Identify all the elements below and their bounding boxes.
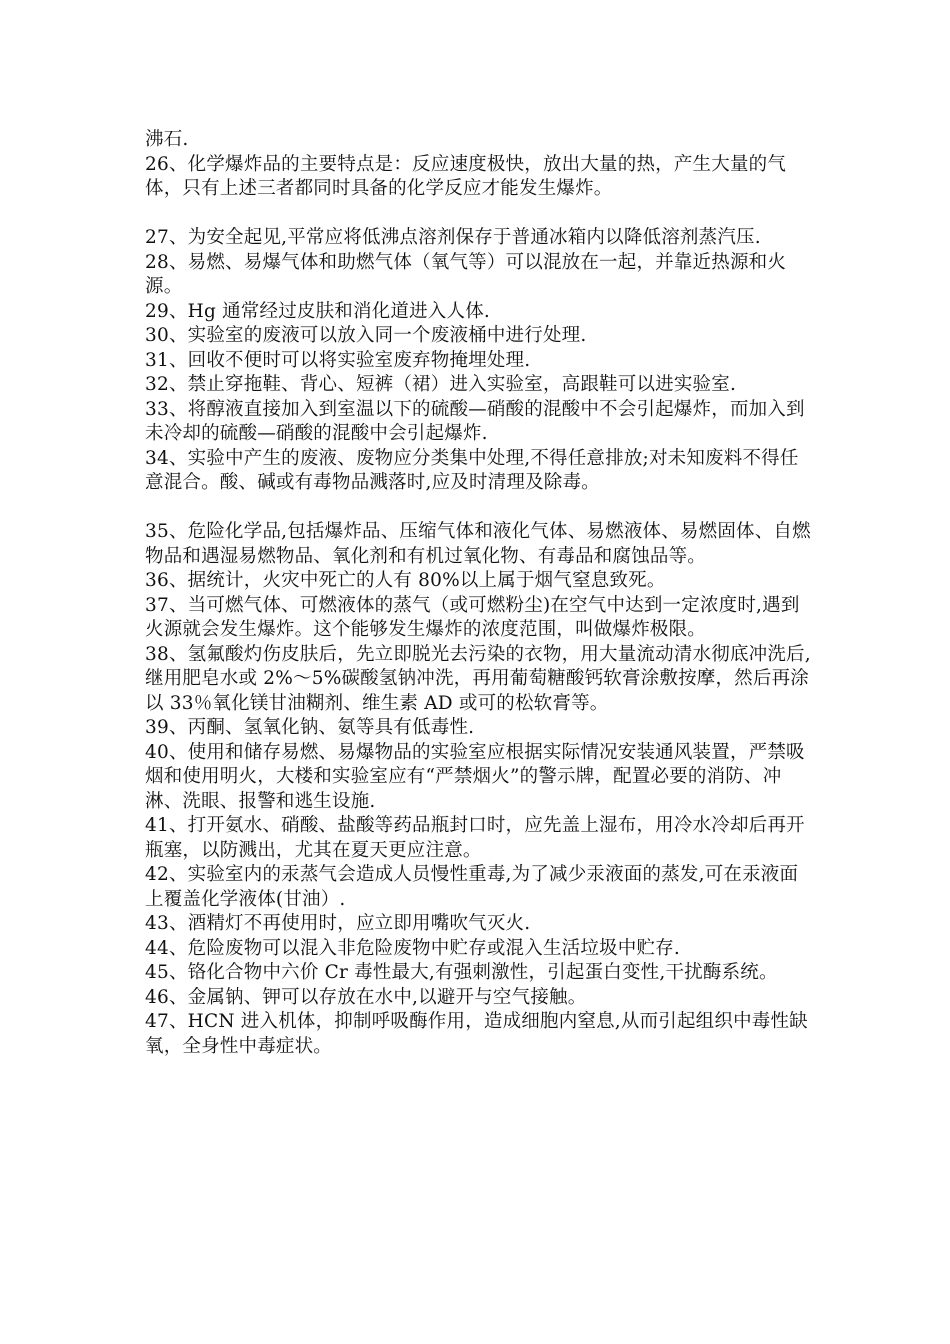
paragraph: 38、氢氟酸灼伤皮肤后，先立即脱光去污染的衣物，用大量流动清水彻底冲洗后,继用肥皂水或 2%～5%碳酸氢钠冲洗，再用葡萄糖酸钙软膏涂敷按摩，然后再涂以 33％氧化镁甘油糊剂、维生素 AD 或可的松软膏等。 (145, 643, 811, 714)
paragraph: 30、实验室的废液可以放入同一个废液桶中进行处理. (145, 325, 587, 346)
paragraph: 32、禁止穿拖鞋、背心、短裤（裙）进入实验室，高跟鞋可以进实验室. (145, 374, 737, 395)
paragraph: 35、危险化学品,包括爆炸品、压缩气体和液化气体、易燃液体、易燃固体、自燃物品和遇湿易燃物品、氧化剂和有机过氧化物、有毒品和腐蚀品等。 (145, 521, 811, 567)
paragraph: 41、打开氨水、硝酸、盐酸等药品瓶封口时，应先盖上湿布，用冷水冷却后再开瓶塞，以防溅出，尤其在夏天更应注意。 (145, 815, 805, 861)
paragraph: 46、金属钠、钾可以存放在水中,以避开与空气接触。 (145, 986, 587, 1008)
paragraph: 45、铬化合物中六价 Cr 毒性最大,有强刺激性，引起蛋白变性,干扰酶系统。 (145, 962, 778, 983)
paragraph: 36、据统计，火灾中死亡的人有 80%以上属于烟气窒息致死。 (145, 570, 666, 591)
paragraph: 29、Hg 通常经过皮肤和消化道进入人体. (145, 300, 490, 322)
document-body (145, 128, 815, 1059)
paragraph: 44、危险废物可以混入非危险废物中贮存或混入生活垃圾中贮存. (145, 937, 680, 959)
paragraph: 34、实验中产生的废液、废物应分类集中处理,不得任意排放;对未知废料不得任意混合。酸、碱或有毒物品溅落时,应及时清理及除毒。 (145, 447, 799, 493)
paragraph: 33、将醇液直接加入到室温以下的硫酸—硝酸的混酸中不会引起爆炸，而加入到未冷却的硫酸—硝酸的混酸中会引起爆炸. (145, 398, 805, 444)
blank-line (145, 202, 815, 227)
paragraph: 26、化学爆炸品的主要特点是：反应速度极快，放出大量的热，产生大量的气体，只有上述三者都同时具备的化学反应才能发生爆炸。 (145, 153, 787, 199)
paragraph: 37、当可燃气体、可燃液体的蒸气（或可燃粉尘)在空气中达到一定浓度时,遇到火源就会发生爆炸。这个能够发生爆炸的浓度范围，叫做爆炸极限。 (145, 594, 800, 640)
paragraph: 28、易燃、易爆气体和助燃气体（氧气等）可以混放在一起，并靠近热源和火源。 (145, 251, 787, 297)
paragraph: 47、HCN 进入机体，抑制呼吸酶作用，造成细胞内窒息,从而引起组织中毒性缺氧，全身性中毒症状。 (145, 1011, 808, 1057)
paragraph: 40、使用和储存易燃、易爆物品的实验室应根据实际情况安装通风装置，严禁吸烟和使用明火，大楼和实验室应有“严禁烟火”的警示牌，配置必要的消防、冲淋、洗眼、报警和逃生设施. (145, 741, 805, 812)
paragraph: 沸石. (145, 129, 189, 150)
paragraph: 43、酒精灯不再使用时，应立即用嘴吹气灭火. (145, 913, 531, 934)
blank-line (145, 496, 815, 521)
paragraph: 42、实验室内的汞蒸气会造成人员慢性重毒,为了减少汞液面的蒸发,可在汞液面上覆盖化学液体(甘油）. (145, 864, 799, 910)
paragraph: 27、为安全起见,平常应将低沸点溶剂保存于普通冰箱内以降低溶剂蒸汽压. (145, 227, 761, 248)
paragraph: 39、丙酮、氢氧化钠、氨等具有低毒性. (145, 717, 475, 738)
paragraph: 31、回收不便时可以将实验室废弃物掩埋处理. (145, 349, 531, 371)
